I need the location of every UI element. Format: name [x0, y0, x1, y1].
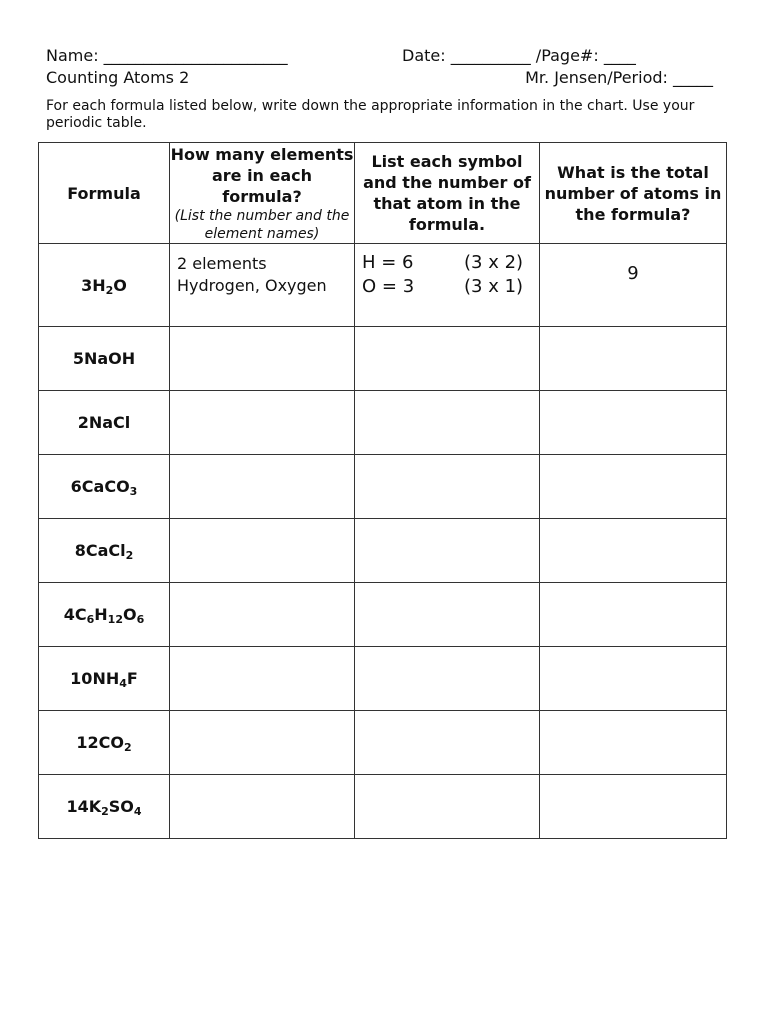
header-elements [170, 143, 355, 244]
elements-answer-cell[interactable] [170, 327, 355, 391]
header-elements-note: (List the number and the element names) [174, 207, 350, 242]
formula-text: O [113, 275, 127, 295]
header-total: What is the total number of atoms in the formula? [540, 143, 727, 244]
table-row [39, 455, 727, 519]
table-row [39, 391, 727, 455]
header-symbols: List each symbol and the number of that atom in the formula. [355, 143, 540, 244]
elements-answer-cell[interactable] [170, 583, 355, 647]
example-calc-h: (3 x 2) [464, 252, 524, 273]
example-elements-cell [170, 244, 355, 327]
example-calc-o: (3 x 1) [464, 276, 524, 297]
symbols-answer-cell[interactable] [355, 391, 540, 455]
elements-answer-cell[interactable] [170, 455, 355, 519]
formula-subscript: 3 [129, 485, 138, 498]
formula-cell [39, 391, 170, 455]
teacher-period-line: Mr. Jensen/Period: _____ [525, 68, 713, 87]
header-formula: Formula [39, 143, 170, 244]
formula-text: SO [108, 797, 134, 816]
date-page-line: Date: __________ /Page#: ____ [402, 46, 636, 65]
formula-cell [39, 327, 170, 391]
elements-answer-cell[interactable] [170, 519, 355, 583]
table-row [39, 775, 727, 839]
formula-text: 2NaCl [77, 413, 131, 432]
table-row [39, 711, 727, 775]
formula-text: 10NH [70, 669, 120, 688]
elements-answer-cell[interactable] [170, 711, 355, 775]
total-answer-cell[interactable] [540, 647, 727, 711]
elements-answer-cell[interactable] [170, 391, 355, 455]
symbols-answer-cell[interactable] [355, 327, 540, 391]
table-row [39, 327, 727, 391]
formula-text: H [94, 605, 108, 624]
total-answer-cell[interactable] [540, 775, 727, 839]
formula-cell [39, 647, 170, 711]
formula-text: 14K [66, 797, 102, 816]
example-total-cell: 9 [540, 244, 727, 327]
symbols-answer-cell[interactable] [355, 647, 540, 711]
formula-subscript: 4 [133, 805, 142, 818]
total-answer-cell[interactable] [540, 711, 727, 775]
formula-text: 4C [63, 605, 87, 624]
formula-cell [39, 583, 170, 647]
worksheet-title: Counting Atoms 2 [46, 68, 190, 87]
example-symbol-o: O = 3 [362, 276, 415, 297]
formula-text: 6CaCO [70, 477, 130, 496]
formula-subscript: 2 [105, 283, 114, 297]
header-row [39, 143, 727, 244]
formula-cell [39, 711, 170, 775]
table-row [39, 583, 727, 647]
formula-subscript: 6 [136, 613, 145, 626]
formula-subscript: 12 [107, 613, 123, 626]
total-answer-cell[interactable] [540, 391, 727, 455]
table-row [39, 244, 727, 327]
example-symbols-cell [355, 244, 540, 327]
formula-cell [39, 519, 170, 583]
formula-text: O [122, 605, 137, 624]
symbols-answer-cell[interactable] [355, 583, 540, 647]
formula-subscript: 2 [101, 805, 109, 818]
formula-subscript: 6 [86, 613, 95, 626]
example-elements-count: 2 elements [177, 254, 267, 273]
formula-text: 8CaCl [74, 541, 126, 560]
formula-text: 12CO [76, 733, 124, 752]
formula-cell [39, 775, 170, 839]
formula-subscript: 2 [123, 741, 132, 754]
formula-cell [39, 455, 170, 519]
formula-text: 3H [81, 275, 106, 295]
name-field-line: Name: _______________________ [46, 46, 288, 65]
total-answer-cell[interactable] [540, 519, 727, 583]
elements-answer-cell[interactable] [170, 647, 355, 711]
instructions: For each formula listed below, write down the appropriate information in the chart. Use your periodic table. [46, 98, 695, 131]
symbols-answer-cell[interactable] [355, 519, 540, 583]
symbols-answer-cell[interactable] [355, 775, 540, 839]
formula-subscript: 2 [125, 549, 134, 562]
header-elements-text: How many elements are in each formula? [170, 144, 354, 206]
elements-answer-cell[interactable] [170, 775, 355, 839]
table-row [39, 519, 727, 583]
atoms-chart [38, 142, 727, 839]
table-row [39, 647, 727, 711]
example-elements-names: Hydrogen, Oxygen [177, 276, 327, 295]
total-answer-cell[interactable] [540, 583, 727, 647]
symbols-answer-cell[interactable] [355, 455, 540, 519]
total-answer-cell[interactable] [540, 455, 727, 519]
example-symbol-h: H = 6 [362, 252, 414, 273]
formula-subscript: 4 [119, 677, 127, 690]
formula-text: 5NaOH [72, 349, 136, 368]
total-answer-cell[interactable] [540, 327, 727, 391]
formula-cell [39, 244, 170, 327]
formula-text: F [126, 669, 138, 688]
symbols-answer-cell[interactable] [355, 711, 540, 775]
